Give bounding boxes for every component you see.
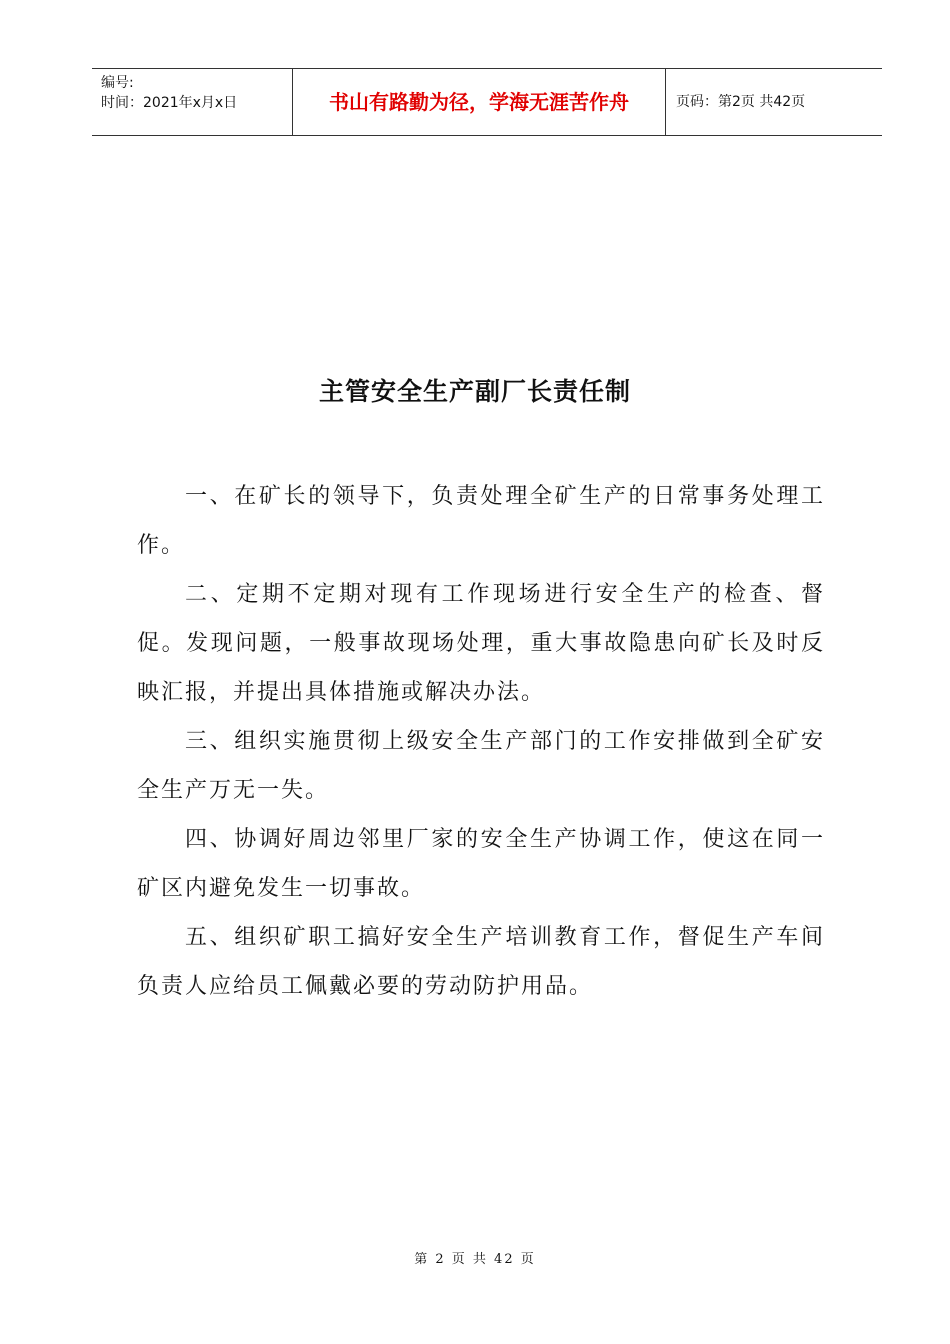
paragraph-5: 五、组织矿职工搞好安全生产培训教育工作，督促生产车间负责人应给员工佩戴必要的劳动防护用品。 (137, 925, 825, 999)
document-title: 主管安全生产副厂长责任制 (318, 377, 631, 406)
header-meta (101, 73, 291, 113)
paragraph-4: 四、协调好周边邻里厂家的安全生产协调工作，使这在同一矿区内避免发生一切事故。 (137, 827, 825, 901)
document-number-label: 编号: (101, 75, 134, 91)
footer-page-number: 第 2 页 共 42 页 (414, 1252, 536, 1267)
paragraph-2: 二、定期不定期对现有工作现场进行安全生产的检查、督促。发现问题，一般事故现场处理，重大事故隐患向矿长及时反映汇报，并提出具体措施或解决办法。 (137, 582, 825, 705)
paragraph-1: 一、在矿长的领导下，负责处理全矿生产的日常事务处理工作。 (137, 484, 825, 558)
paragraph-3: 三、组织实施贯彻上级安全生产部门的工作安排做到全矿安全生产万无一失。 (137, 729, 825, 803)
header-motto: 书山有路勤为径，学海无涯苦作舟 (329, 90, 629, 114)
page-header (92, 68, 882, 136)
document-time-label: 时间：2021年x月x日 (101, 95, 238, 111)
document-body (137, 472, 825, 1011)
header-page-number: 页码：第2页 共42页 (676, 94, 806, 110)
header-divider (665, 69, 666, 135)
